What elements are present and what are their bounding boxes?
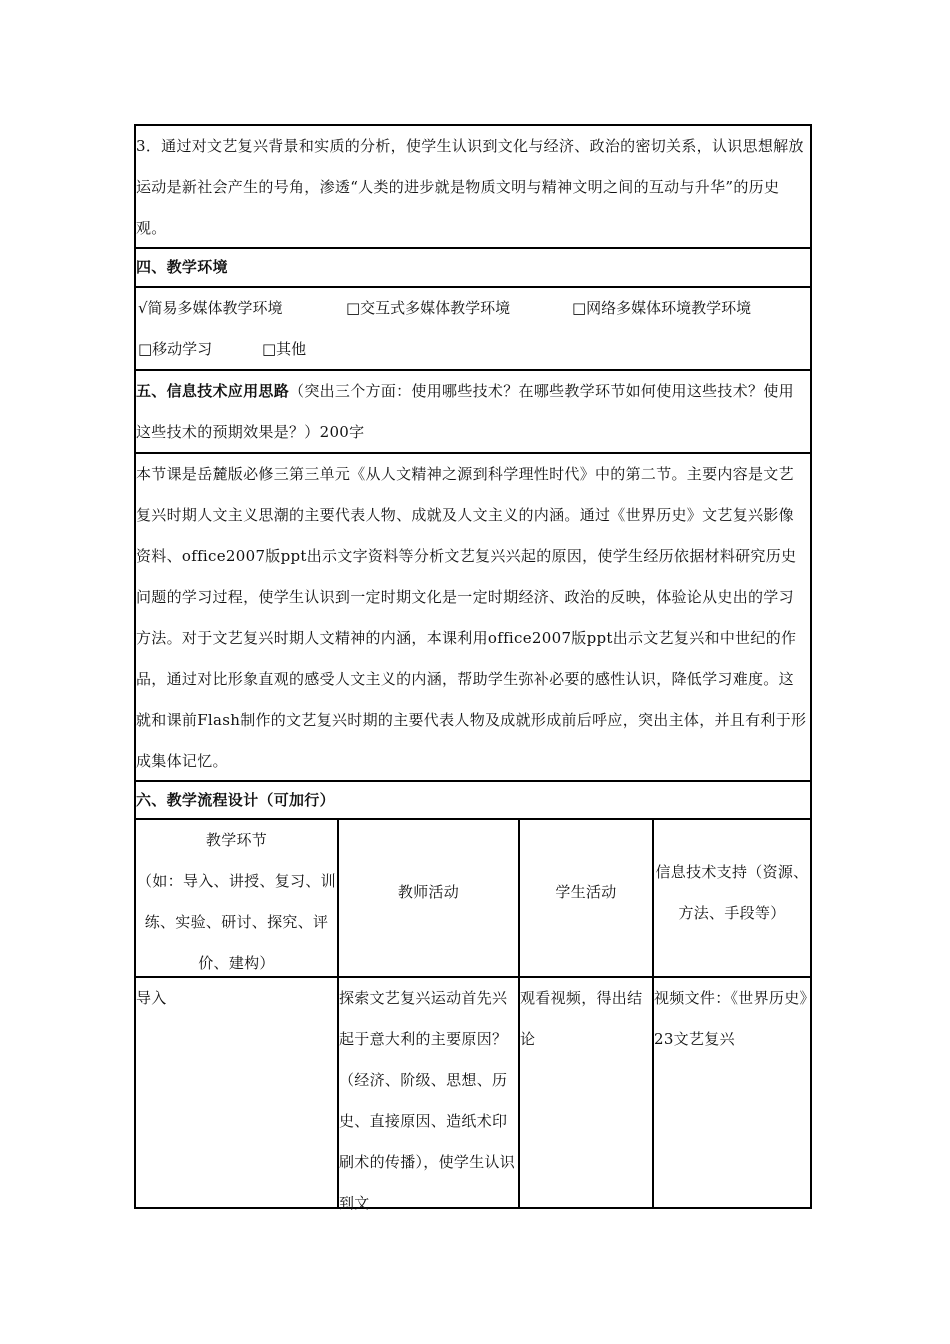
- header-stage-cell: [136, 820, 337, 976]
- header-stage-note: （如：导入、讲授、复习、训练、实验、研讨、探究、评价、建构）: [137, 872, 336, 972]
- header-teacher-cell: [339, 820, 518, 976]
- it-approach-body: 本节课是岳麓版必修三第三单元《从人文精神之源到科学理性时代》中的第二节。主要内容是文艺复兴时期人文主义思潮的主要代表人物、成就及人文主义的内涵。通过《世界历史》文艺复兴影像资料、office2007版ppt出示文字资料等分析文艺复兴兴起的原因，使学生经历依据材料研究历史问题的学习过程，使学生认识到一定时期文化是一定时期经济、政治的反映，体验论从史出的学习方法。对于文艺复兴时期人文精神的内涵，本课利用office2007版ppt出示文艺复兴和中世纪的作品，通过对比形象直观的感受人文主义的内涵，帮助学生弥补必要的感性认识，降低学习难度。这就和课前Flash制作的文艺复兴时期的主要代表人物及成就形成前后呼应，突出主体，并且有利于形成集体记忆。: [136, 465, 807, 770]
- student-activity-cell: [520, 978, 652, 1207]
- header-stage-title: 教学环节: [205, 831, 268, 849]
- stage-cell: [136, 978, 337, 1207]
- option-simple-multimedia[interactable]: √简易多媒体教学环境: [138, 299, 283, 317]
- header-tech: 信息技术支持（资源、方法、手段等）: [655, 863, 809, 922]
- option-mobile-learning[interactable]: □移动学习: [138, 340, 213, 358]
- lesson-plan-table: [134, 124, 812, 1212]
- option-network-multimedia[interactable]: □网络多媒体环境教学环境: [572, 299, 752, 317]
- header-teacher: 教师活动: [397, 883, 460, 901]
- stage-text: 导入: [136, 989, 167, 1007]
- flow-heading: 六、教学流程设计（可加行）: [136, 791, 335, 809]
- it-approach-heading: [136, 371, 810, 453]
- flow-heading-row: [136, 782, 810, 820]
- it-approach-instructions: （突出三个方面：使用哪些技术？在哪些教学环节如何使用这些技术？使用这些技术的预期效果是？）200字: [136, 382, 794, 441]
- flow-table-row: [136, 978, 810, 1212]
- it-approach-title: 五、信息技术应用思路: [136, 382, 290, 400]
- environment-options-row: [136, 288, 810, 371]
- tech-support-text: 视频文件：《世界历史》23文艺复兴: [654, 989, 808, 1048]
- student-activity-text: 观看视频，得出结论: [520, 989, 643, 1048]
- teacher-activity-cell: [339, 978, 518, 1212]
- tech-support-cell: [654, 978, 810, 1207]
- flow-table-header-row: [136, 820, 810, 978]
- it-approach-heading-row: [136, 371, 810, 454]
- header-student-cell: [520, 820, 652, 976]
- teacher-activity-text: 探索文艺复兴运动首先兴起于意大利的主要原因？（经济、阶级、思想、历史、直接原因、造纸术印刷术的传播），使学生认识到文: [339, 989, 516, 1212]
- option-interactive-multimedia[interactable]: □交互式多媒体教学环境: [346, 299, 511, 317]
- header-tech-cell: [654, 820, 810, 976]
- environment-heading: 四、教学环境: [136, 258, 228, 276]
- option-other[interactable]: □其他: [262, 340, 307, 358]
- header-student: 学生活动: [555, 883, 617, 901]
- environment-heading-row: [136, 249, 810, 288]
- objective-text: 3．通过对文艺复兴背景和实质的分析，使学生认识到文化与经济、政治的密切关系，认识思想解放运动是新社会产生的号角，渗透“人类的进步就是物质文明与精神文明之间的互动与升华”的历史观。: [136, 137, 804, 237]
- objective-row: [136, 126, 810, 249]
- it-approach-body-row: [136, 454, 810, 782]
